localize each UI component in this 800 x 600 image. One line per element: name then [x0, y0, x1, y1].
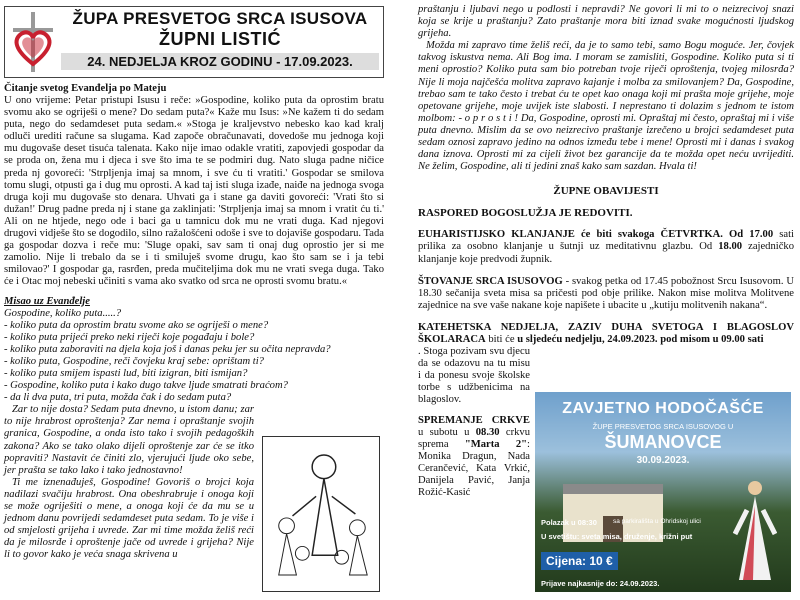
- bulletin-title: ŽUPNI LISTIĆ: [159, 29, 281, 49]
- catechesis-text: . Stoga pozivam svu djecu da se odazovu na tu misu i da ponesu svoje školske torbe s udžbenicima na blagoslov.: [418, 346, 530, 406]
- poster-title: ZAVJETNO HODOČAŠĆE: [562, 400, 764, 417]
- cleaning-time: 08.30: [475, 426, 500, 438]
- jesus-statue-icon: [733, 476, 777, 586]
- reflection-continued: praštanju i ljubavi nego u podlosti i nepravdi? Ne govori li mi to o neizrecivoj snazi koja se krije u praštanju? Zato praštanje mora biti iznad svake mogućnosti ljudskog grijeha.: [418, 4, 794, 40]
- reflection-line: - koliko puta da oprostim bratu svome ako se ogriješi o mene?: [4, 319, 269, 331]
- veneration-text: - svakog petka od 17.45 pobožnost Srcu Isusovom. U 18.30 sečanija sveta misa sa pričesti pod obje prilike. Nakon mise molitva Molitvene zajednice na sve vaše nakane koje napišete i ubacite u „kutiju molitvenih nakana“.: [418, 275, 795, 311]
- cleaning-heading: SPREMANJE CRKVE: [418, 414, 530, 426]
- adoration-heading: EUHARISTIJSKO KLANJANJE: [418, 229, 575, 241]
- reflection-intro: Gospodine, koliko puta.....?: [4, 307, 122, 319]
- poster-departure-place: sa parkirališta u Ohridskoj ulici: [613, 518, 701, 525]
- schedule-notice: RASPORED BOGOSLUŽJA JE REDOVITI.: [418, 207, 633, 220]
- poster-departure: Polazak u 08:30: [541, 518, 597, 527]
- right-column: [418, 4, 794, 596]
- adoration-end: zajedničko klanjanje koje predvodi župnik.: [418, 241, 795, 265]
- adoration-time2: 18.00: [718, 241, 743, 253]
- veneration-heading: ŠTOVANJE SRCA ISUSOVOG: [418, 275, 563, 287]
- reflection-paragraph: Možda mi zapravo time želiš reći, da je to samo tebi, samo Bogu moguće. Jer, čovjek takvog iskustva nema. Ali Bog ima. I moram se zamisliti, Gospodine. Koliko puta si ti meni oprostio? Koliko puta sam bio potreban tvoje riječi oproštenja, tvojeg milosrđa? Nije li moja najčešća molitva zapravo kajanje i molba za smilovanjem? Da, Gospodine, trebao sam te tako često i trebat ću te opet kao onaga koji mi prašta moje grijehe, moje opetovane grijehe, moje uvijek iste slabosti. I neprestano ti dolazim s jednom te istom molbom: - o p r o s t i ! Da, Gospodine, oprosti mi. Opraštaj mi često, opraštaj mi i više puta dnevno. Mislim da se ovo neizrecivo praštanje izrečeno u brojci sedamdeset puta sedam oznosi zapravo jedino na odnos između tebe i mene! Oprosti mi i danas i svakog dana iznova. Oprosti mi za cijeli život bez garancije da te možda opet neću uvrijediti. Ne želim, Gospodine, ali ti jedini znaš kako sam sazdan. Hvala ti!: [418, 40, 794, 173]
- catechesis-date: u sljedeću nedjelju, 24.09.2023. pod misom u 09.00 sati: [517, 333, 764, 345]
- pilgrimage-poster: [535, 392, 791, 592]
- gospel-text: U ono vrijeme: Petar pristupi Isusu i reče: »Gospodine, koliko puta da oprostim bratu svomu ako se ogriješi o mene? Do sedam puta?« Kaže mu Isus: »Ne kažem ti do sedam puta, nego do sedamdeset puta sedam.« »Stoga je kraljevstvo nebesko kao kad kralj odluči urediti račune sa slugama. Kad započe obračunavati, dovedoše mu jednoga koji mu dugovaše deset tisuća talenata. Kako nije imao odakle vratiti, zapovjedi gospodar da se proda on, žena mu i djeca i sve što ima te se podmiri dug. Nato sluga padne ničice preda nj govoreći: 'Strpljenja imaj sa mnom, i sve ću ti vratiti.' Gospodar se smilova tomu slugi, otpusti ga i dug mu oprosti. A kad taj isti sluga izađe, naiđe na jednoga svoga druga koji mu dugovaše sto denara. Uhvati ga i stane ga daviti govoreći: 'Vrati što si dužan!' Drug padne preda nj i stane ga zaklinjati: 'Strpljenja imaj sa mnom i vratit ću ti.' Ali on ne htjede, nego ode i baci ga u tamnicu dok mu ne vrati duga. Kad njegovi drugovi vidješe što se dogodilo, silno ražalošćeni odoše i sve to dojaviše gospodaru. Tada ga gospodar dozva i reče mu: 'Sluge opaki, sav sam ti onaj dug oprostio jer si me zamolio. Nije li trebalo da se i ti smiluješ svome drugu, kao što sam se i ja tebi smilovao?' I gospodar ga, rasrđen, preda mučiteljima dok mu ne vrati svega duga. Tako će i Otac moj nebeski učiniti s vama ako svatko od srca ne oprosti svomu bratu.«: [4, 95, 384, 288]
- catechesis-notice: [418, 322, 794, 346]
- reflection-line: - da li dva puta, tri puta, možda čak i do sedam puta?: [4, 392, 232, 404]
- reflection-paragraph: Zar to nije dosta? Sedam puta dnevno, u istom danu; zar to nije hrabrost oproštenja? Zar nema i opraštanje svojih granica, Gospodine, a onda isto tako i svojih pedagoških zakona? Ako se tako olako dijeli oproštenje zar će se itko popraviti? Nastavit će činiti zlo, vjerujući ljude oko sebe, jer prašta se tako lako i tako jednostavno!: [4, 404, 254, 476]
- poster-subtitle: ŽUPE PRESVETOG SRCA ISUSOVOG U: [592, 422, 734, 431]
- cleaning-text2: crkvu sprema: [418, 426, 530, 450]
- poster-program: U svetištu: sveta misa, druženje, križni put: [541, 532, 693, 541]
- poster-place: ŠUMANOVCE: [604, 432, 722, 452]
- reflection-line: - koliko puta prijeći preko neki riječi koje pogađaju i bole?: [4, 331, 255, 343]
- poster-date: 30.09.2023.: [636, 455, 690, 466]
- veneration-notice: [418, 276, 794, 312]
- poster-price: Cijena: 10 €: [541, 552, 618, 570]
- catechesis-heading: KATEHETSKA NEDJELJA, ZAZIV DUHA SVETOGA I BLAGOSLOV ŠKOLARACA: [418, 321, 794, 345]
- adoration-text: sati prilika za osobno klanjanje u šutnji uz meditativnu glazbu. Od: [418, 229, 794, 253]
- cleaning-group: "Marta 2": [464, 438, 528, 450]
- reflection-line: - koliko puta smijem ispasti lud, biti izigran, biti ismijan?: [4, 367, 248, 379]
- left-column: [4, 6, 384, 596]
- catechesis-mid: biti će: [485, 333, 518, 345]
- poster-deadline: Prijave najkasnije do: 24.09.2023.: [541, 579, 660, 588]
- cleaning-notice: [418, 415, 530, 500]
- notices-title: ŽUPNE OBAVIJESTI: [553, 185, 659, 198]
- cleaning-names: : Monika Dragun, Nada Cerančević, Kata Vrkić, Danijela Pavić, Janja Rožić-Kasić: [418, 438, 530, 499]
- parish-logo: [7, 10, 59, 74]
- reflection-title: Misao uz Evanđelje: [4, 295, 90, 307]
- reflection-paragraph: Ti me iznenađuješ, Gospodine! Govoriš o brojci koja nadilazi svačiju hrabrost. Ona obeshrabruje i onoga koji se može ogriješiti o mene, a onoga koji će da mu se u jednom danu povrijedi sedamdeset puta sedam. To je više i od smjelosti grijeha i uvrede. Zar mi time možda želiš reći da je milosrđe i oproštenje jače od uvrede i grijeha? Nije li to govor kako je veća snaga skrivena u: [4, 476, 254, 561]
- cleaning-text: u subotu u: [418, 426, 476, 438]
- jesus-children-drawing: [262, 436, 380, 592]
- sunday-date: 24. NEDJELJA KROZ GODINU - 17.09.2023.: [61, 53, 379, 70]
- adoration-notice: [418, 229, 794, 265]
- reflection-line: - koliko puta zaboraviti na djela koja još i danas peku jer su očita nepravda?: [4, 343, 331, 355]
- reflection-line: - Gospodine, koliko puta i kako dugo takve ljude smatrati braćom?: [4, 380, 288, 392]
- gospel-title: Čitanje svetog Evanđelja po Mateju: [4, 83, 167, 94]
- reflection-line: - koliko puta, Gospodine, reči čovjeku kraj sebe: oprištam ti?: [4, 355, 264, 367]
- parish-title: ŽUPA PRESVETOG SRCA ISUSOVA: [72, 9, 368, 28]
- bulletin-header: [4, 6, 384, 78]
- adoration-day: će biti svakoga ČETVRTKA.: [574, 229, 730, 241]
- adoration-time: Od 17.00: [729, 229, 774, 241]
